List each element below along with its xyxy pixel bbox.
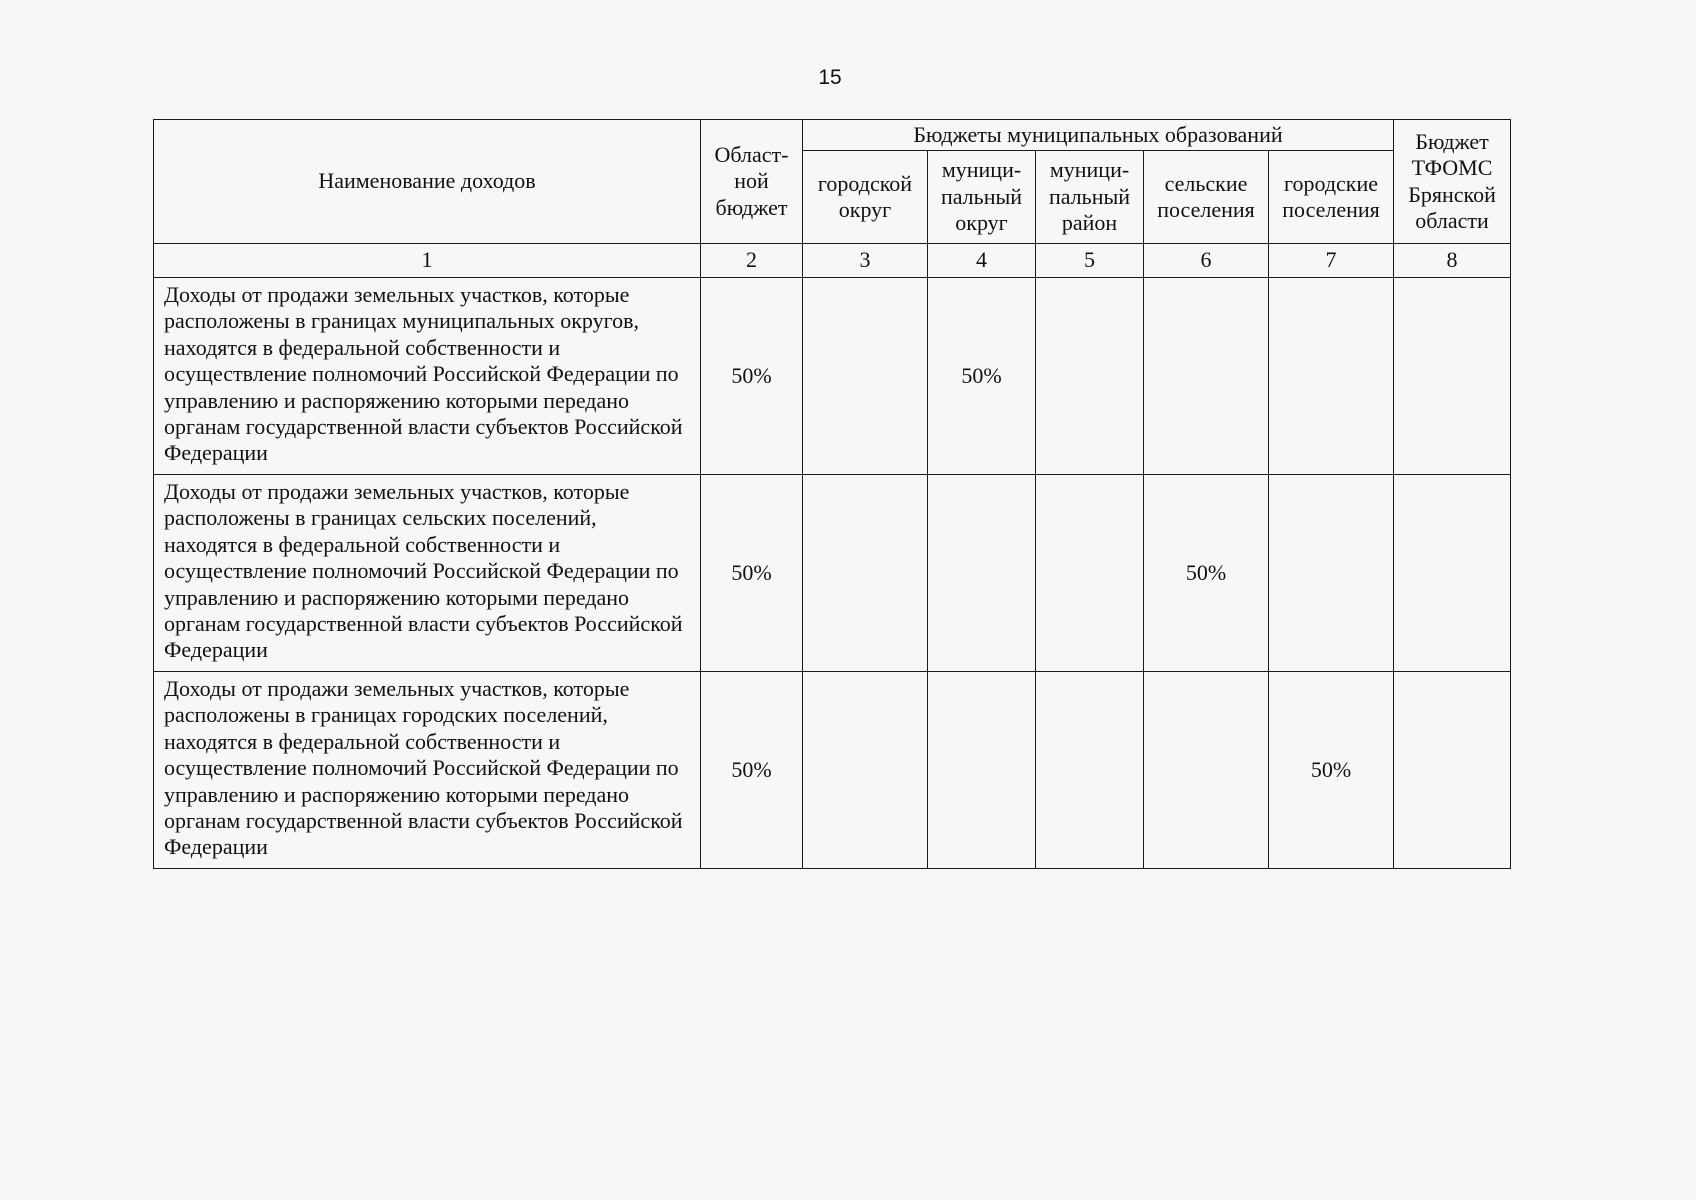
- header-municipal-budgets: Бюджеты муниципальных образований: [803, 120, 1394, 151]
- column-number: 7: [1269, 244, 1394, 278]
- municipal-district-share-cell: [928, 672, 1036, 869]
- tfoms-share-cell: [1394, 672, 1511, 869]
- header-tfoms-budget: Бюджет ТФОМС Брянской области: [1394, 120, 1511, 244]
- municipal-district-share-cell: [928, 475, 1036, 672]
- page-number: 15: [818, 66, 842, 89]
- regional-share-cell: 50%: [701, 672, 803, 869]
- income-name-cell: Доходы от продажи земельных участков, которые расположены в границах муниципальных округов, находятся в федеральной собственности и осуществление полномочий Российской Федерации по управлению и распоряжению которыми передано органам государственной власти субъектов Российской Федерации: [154, 278, 701, 475]
- column-number: 1: [154, 244, 701, 278]
- municipal-area-share-cell: [1036, 475, 1144, 672]
- header-regional-budget: Област-ной бюджет: [701, 120, 803, 244]
- income-distribution-table: [153, 119, 1511, 869]
- header-municipal-district: муници-пальный округ: [928, 151, 1036, 244]
- urban-share-cell: [1269, 475, 1394, 672]
- rural-share-cell: [1144, 278, 1269, 475]
- column-number: 8: [1394, 244, 1511, 278]
- header-municipal-area: муници-пальный район: [1036, 151, 1144, 244]
- city-district-share-cell: [803, 278, 928, 475]
- column-number: 2: [701, 244, 803, 278]
- column-number: 4: [928, 244, 1036, 278]
- table-row: [154, 672, 1511, 869]
- municipal-district-share-cell: 50%: [928, 278, 1036, 475]
- city-district-share-cell: [803, 672, 928, 869]
- regional-share-cell: 50%: [701, 475, 803, 672]
- header-row-1: [154, 120, 1511, 151]
- column-number-row: [154, 244, 1511, 278]
- table-row: [154, 475, 1511, 672]
- tfoms-share-cell: [1394, 475, 1511, 672]
- income-name-cell: Доходы от продажи земельных участков, которые расположены в границах городских поселений, находятся в федеральной собственности и осуществление полномочий Российской Федерации по управлению и распоряжению которыми передано органам государственной власти субъектов Российской Федерации: [154, 672, 701, 869]
- income-name-cell: Доходы от продажи земельных участков, которые расположены в границах сельских поселений, находятся в федеральной собственности и осуществление полномочий Российской Федерации по управлению и распоряжению которыми передано органам государственной власти субъектов Российской Федерации: [154, 475, 701, 672]
- municipal-area-share-cell: [1036, 672, 1144, 869]
- urban-share-cell: [1269, 278, 1394, 475]
- city-district-share-cell: [803, 475, 928, 672]
- table-row: [154, 278, 1511, 475]
- rural-share-cell: [1144, 672, 1269, 869]
- column-number: 6: [1144, 244, 1269, 278]
- municipal-area-share-cell: [1036, 278, 1144, 475]
- column-number: 5: [1036, 244, 1144, 278]
- header-city-district: городской округ: [803, 151, 928, 244]
- column-number: 3: [803, 244, 928, 278]
- header-urban-settlements: городские поселения: [1269, 151, 1394, 244]
- urban-share-cell: 50%: [1269, 672, 1394, 869]
- header-income-name: Наименование доходов: [154, 120, 701, 244]
- header-rural-settlements: сельские поселения: [1144, 151, 1269, 244]
- regional-share-cell: 50%: [701, 278, 803, 475]
- rural-share-cell: 50%: [1144, 475, 1269, 672]
- tfoms-share-cell: [1394, 278, 1511, 475]
